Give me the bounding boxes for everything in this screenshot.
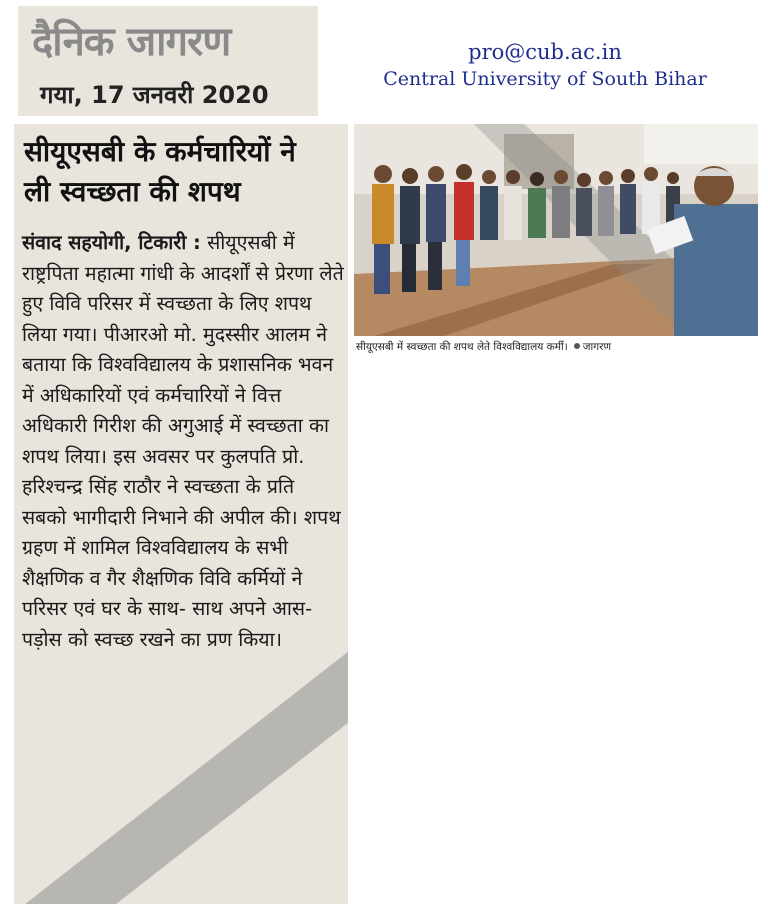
headline-line-2: ली स्वच्छता की शपथ [24, 175, 241, 208]
article-dateline: संवाद सहयोगी, टिकारी : [22, 231, 201, 254]
edition-date: गया, 17 जनवरी 2020 [40, 81, 269, 109]
newspaper-name: दैनिक जागरण [32, 19, 231, 65]
caption-text: सीयूएसबी में स्वच्छता की शपथ लेते विश्वविद्यालय कर्मी। [356, 341, 568, 353]
article-body [22, 228, 344, 655]
photo-credit: जागरण [582, 341, 612, 353]
news-photo [354, 124, 758, 336]
contact-email: pro@cub.ac.in [468, 40, 622, 64]
photo-illustration [354, 124, 758, 336]
credit-dot-icon [574, 343, 580, 349]
photo-block [354, 124, 758, 370]
contact-organization: Central University of South Bihar [383, 68, 707, 90]
decorative-stripe [14, 624, 348, 904]
masthead [18, 6, 318, 116]
article-headline [24, 132, 344, 212]
headline-line-1: सीयूएसबी के कर्मचारियों ने [24, 135, 296, 168]
article-panel [14, 124, 348, 904]
photo-caption [356, 340, 611, 354]
contact-block [340, 38, 750, 92]
article-body-text: सीयूएसबी में राष्ट्रपिता महात्मा गांधी के आदर्शों से प्रेरणा लेते हुए विवि परिसर में स्वच्छता के लिए शपथ लिया गया। पीआरओ मो. मुदस्सीर आलम ने बताया कि विश्वविद्यालय के प्रशासनिक भवन में अधिकारियों एवं कर्मचारियों ने वित्त अधिकारी गिरीश की अगुआई में स्वच्छता का शपथ लिया। इस अवसर पर कुलपति प्रो. हरिश्चन्द्र सिंह राठौर ने स्वच्छता के प्रति सबको भागीदारी निभाने की अपील की। शपथ ग्रहण में शामिल विश्वविद्यालय के सभी शैक्षणिक व गैर शैक्षणिक विवि कर्मियों ने परिसर एवं घर के साथ- साथ अपने आस-पड़ोस को स्वच्छ रखने का प्रण किया। [22, 231, 344, 651]
